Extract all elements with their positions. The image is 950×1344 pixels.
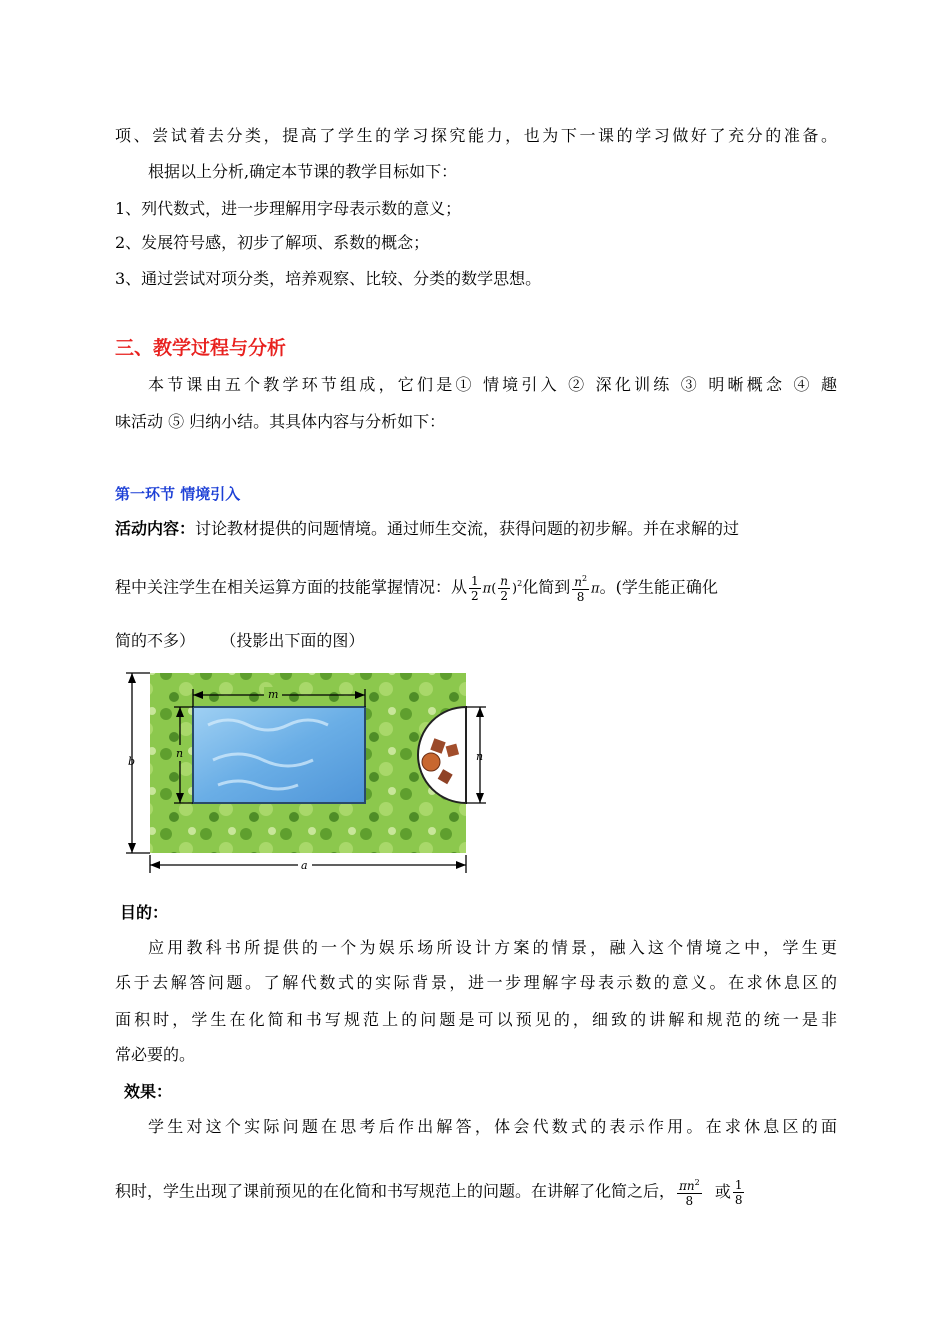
formula-square: 2 <box>517 579 523 589</box>
label-b: b <box>128 755 136 768</box>
formula-frac-n-over-2: $\frac{n}{2}$ <box>500 573 509 603</box>
effect-label: 效果： <box>124 1082 173 1101</box>
effect-frac-1-over-8: $\frac{1}{8}$ <box>734 1177 743 1207</box>
intro-line-2: 根据以上分析,确定本节课的教学目标如下： <box>148 162 458 181</box>
formula-pi: π <box>482 581 492 597</box>
label-m: m <box>268 688 279 701</box>
purpose-line-3: 面积时，学生在化简和书写规范上的问题是可以预见的，细致的讲解和规范的统一是非 <box>115 1010 837 1029</box>
section-3-heading: 三、教学过程与分析 <box>115 337 287 359</box>
activity-line-2 <box>115 572 718 604</box>
formula-paren-open: ( <box>491 581 497 597</box>
purpose-line-1: 应用教科书所提供的一个为娱乐场所设计方案的情景，融入这个情境之中，学生更 <box>148 938 837 957</box>
purpose-line-4: 常必要的。 <box>115 1045 196 1064</box>
label-n-right: n <box>476 750 484 763</box>
purpose-label: 目的： <box>120 903 169 922</box>
label-a: a <box>301 859 308 872</box>
label-n-left: n <box>176 747 184 760</box>
activity-text-1: 讨论教材提供的问题情境。通过师生交流，获得问题的初步解。并在求解的过 <box>195 519 740 538</box>
effect-line-2 <box>115 1176 746 1208</box>
activity-text-2a: 程中关注学生在相关运算方面的技能掌握情况：从 <box>115 577 468 597</box>
park-diagram-figure <box>118 665 498 880</box>
intro-line-1: 项、尝试着去分类，提高了学生的学习探究能力，也为下一课的学习做好了充分的准备。 <box>115 126 837 145</box>
formula-paren-close: ) <box>512 581 518 597</box>
activity-line-3: 简的不多） （投影出下面的图） <box>115 631 365 650</box>
goal-2: 2、发展符号感，初步了解项、系数的概念； <box>115 233 430 252</box>
activity-text-2b: 化简到 <box>522 577 571 597</box>
goal-3: 3、通过尝试对项分类，培养观察、比较、分类的数学思想。 <box>115 269 542 288</box>
section-3-para-line-2: 味活动 ⑤ 归纳小结。其具体内容与分析如下： <box>115 412 446 431</box>
effect-text-2a: 积时，学生出现了课前预见的在化简和书写规范上的问题。在讲解了化简之后， <box>115 1181 676 1201</box>
effect-or: 或 <box>714 1181 731 1201</box>
purpose-line-2: 乐于去解答问题。了解代数式的实际背景，进一步理解字母表示数的意义。在求休息区的 <box>115 973 837 992</box>
formula-frac-n2-over-8: $\frac{n^2}{8}$ <box>574 574 588 604</box>
goal-1: 1、列代数式，进一步理解用字母表示数的意义； <box>115 199 462 218</box>
activity-label: 活动内容： <box>115 519 196 538</box>
formula-pi-2: π <box>591 581 600 597</box>
formula-frac-half: $\frac{1}{2}$ <box>471 573 479 603</box>
section-3-para-line-1: 本节课由五个教学环节组成，它们是① 情境引入 ② 深化训练 ③ 明晰概念 ④ 趣 <box>148 375 837 394</box>
step-1-heading: 第一环节 情境引入 <box>115 485 241 503</box>
activity-text-2c: 。(学生能正确化 <box>599 577 718 597</box>
activity-line-1 <box>115 518 837 540</box>
effect-line-1: 学生对这个实际问题在思考后作出解答，体会代数式的表示作用。在求休息区的面 <box>148 1117 837 1136</box>
effect-frac-pi-n2-over-8: $\frac{\pi n^2}{8}$ <box>679 1178 700 1208</box>
